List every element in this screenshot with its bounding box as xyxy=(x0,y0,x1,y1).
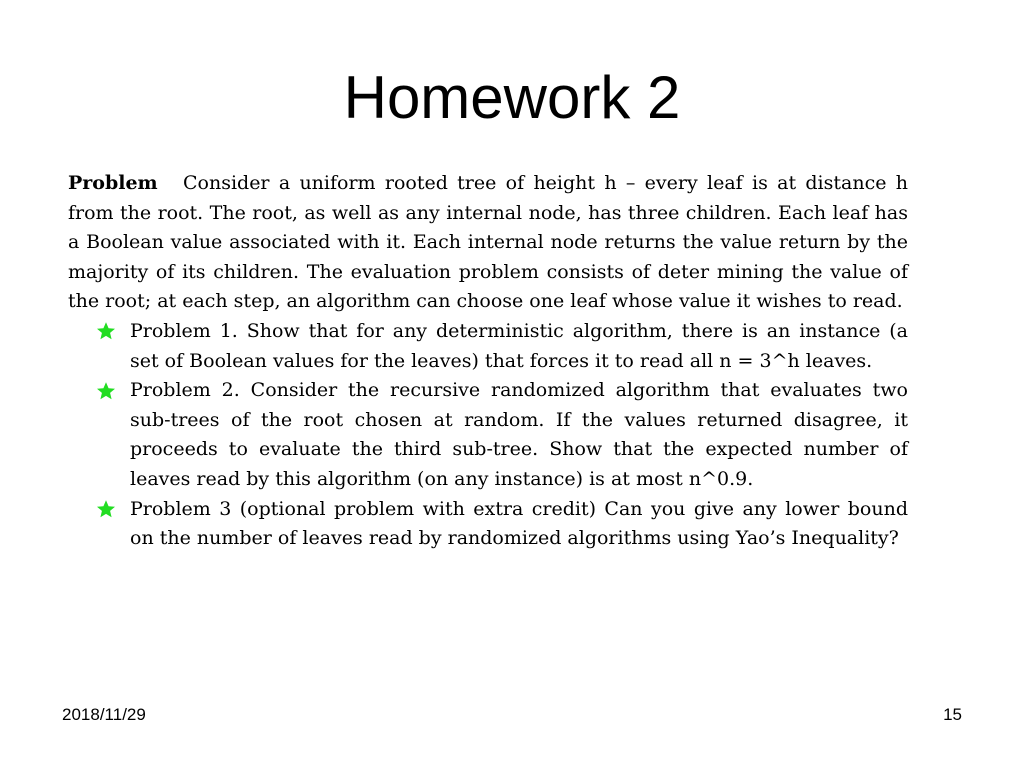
problem-text: Problem 3 (optional problem with extra credit) Can you give any lower bound on the number of leaves read by randomized algorithms using Yao’s Inequality? xyxy=(130,497,908,550)
footer-date: 2018/11/29 xyxy=(62,705,146,724)
intro-paragraph xyxy=(68,169,908,317)
star-icon xyxy=(96,317,118,346)
list-item xyxy=(68,495,908,554)
list-item xyxy=(68,317,908,376)
problem-text: Problem 1. Show that for any deterministic algorithm, there is an instance (a set of Boolean values for the leaves) that forces it to read all n = 3^h leaves. xyxy=(130,319,908,372)
list-item xyxy=(68,376,908,494)
page-number: 15 xyxy=(943,705,962,724)
problem-text: Problem 2. Consider the recursive randomized algorithm that evaluates two sub-trees of the root chosen at random. If the values returned disagree, it proceeds to evaluate the third sub-tree. Show that the expected number of leaves read by this algorithm (on any instance) is at most n^0.9. xyxy=(130,379,908,490)
star-icon xyxy=(96,376,118,405)
intro-text: Consider a uniform rooted tree of height h – every leaf is at distance h from the root. The root, as well as any internal node, has three children. Each leaf has a Boolean value associated with it. Each internal node returns the value return by the majority of its children. The evaluation problem consists of deter mining the value of the root; at each step, an algorithm can choose one leaf whose value it wishes to read. xyxy=(68,172,908,313)
slide-title: Homework 2 xyxy=(343,64,681,131)
slide-content xyxy=(68,169,908,554)
star-icon xyxy=(96,495,118,524)
problem-list xyxy=(68,317,908,554)
intro-label: Problem xyxy=(68,172,158,194)
